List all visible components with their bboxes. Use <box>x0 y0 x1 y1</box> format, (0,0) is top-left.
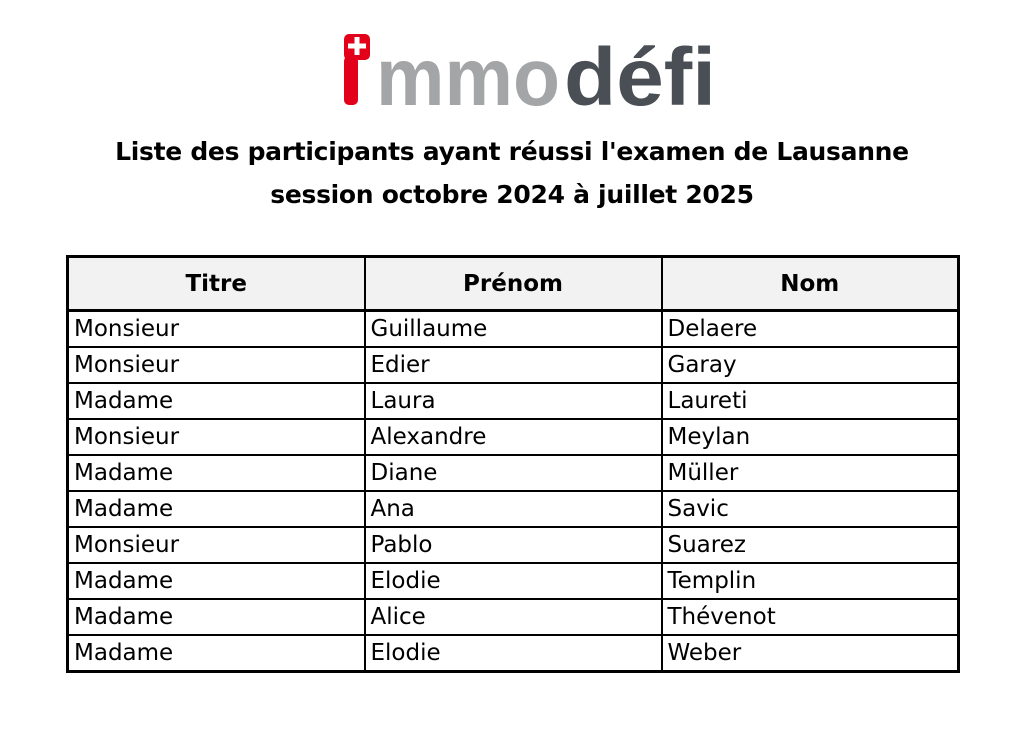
document-title-line2: session octobre 2024 à juillet 2025 <box>270 180 754 209</box>
cell-nom: Delaere <box>662 311 959 348</box>
table-row <box>68 563 959 599</box>
logo-text-defi: défi <box>564 32 716 112</box>
table-row <box>68 527 959 563</box>
logo-graphic <box>340 22 740 112</box>
cell-prenom: Pablo <box>365 527 662 563</box>
table-row <box>68 419 959 455</box>
immodefi-logo <box>340 22 740 112</box>
cell-titre: Monsieur <box>68 419 365 455</box>
cell-titre: Monsieur <box>68 311 365 348</box>
cell-prenom: Diane <box>365 455 662 491</box>
table-row <box>68 599 959 635</box>
cell-titre: Madame <box>68 563 365 599</box>
table-row <box>68 383 959 419</box>
cell-prenom: Ana <box>365 491 662 527</box>
cell-titre: Monsieur <box>68 347 365 383</box>
table-row <box>68 311 959 348</box>
cell-prenom: Edier <box>365 347 662 383</box>
table-row <box>68 491 959 527</box>
column-header-titre: Titre <box>68 257 365 311</box>
logo-swiss-cross-h <box>348 44 366 49</box>
cell-nom: Meylan <box>662 419 959 455</box>
cell-nom: Suarez <box>662 527 959 563</box>
document-title-line1: Liste des participants ayant réussi l'examen de Lausanne <box>115 137 909 166</box>
cell-nom: Laureti <box>662 383 959 419</box>
cell-titre: Madame <box>68 491 365 527</box>
cell-prenom: Guillaume <box>365 311 662 348</box>
cell-prenom: Elodie <box>365 635 662 672</box>
cell-nom: Templin <box>662 563 959 599</box>
cell-nom: Savic <box>662 491 959 527</box>
cell-prenom: Elodie <box>365 563 662 599</box>
cell-titre: Madame <box>68 455 365 491</box>
cell-titre: Monsieur <box>68 527 365 563</box>
logo-text-mmo: mmo <box>376 32 560 112</box>
logo-i-stem <box>344 56 358 105</box>
cell-prenom: Alice <box>365 599 662 635</box>
cell-titre: Madame <box>68 635 365 672</box>
table-row <box>68 455 959 491</box>
cell-titre: Madame <box>68 383 365 419</box>
cell-nom: Thévenot <box>662 599 959 635</box>
column-header-nom: Nom <box>662 257 959 311</box>
cell-prenom: Alexandre <box>365 419 662 455</box>
cell-nom: Müller <box>662 455 959 491</box>
table-header-row <box>68 257 959 311</box>
cell-nom: Garay <box>662 347 959 383</box>
table-row <box>68 347 959 383</box>
cell-nom: Weber <box>662 635 959 672</box>
cell-titre: Madame <box>68 599 365 635</box>
column-header-prenom: Prénom <box>365 257 662 311</box>
table-row <box>68 635 959 672</box>
cell-prenom: Laura <box>365 383 662 419</box>
participants-table <box>66 255 960 673</box>
